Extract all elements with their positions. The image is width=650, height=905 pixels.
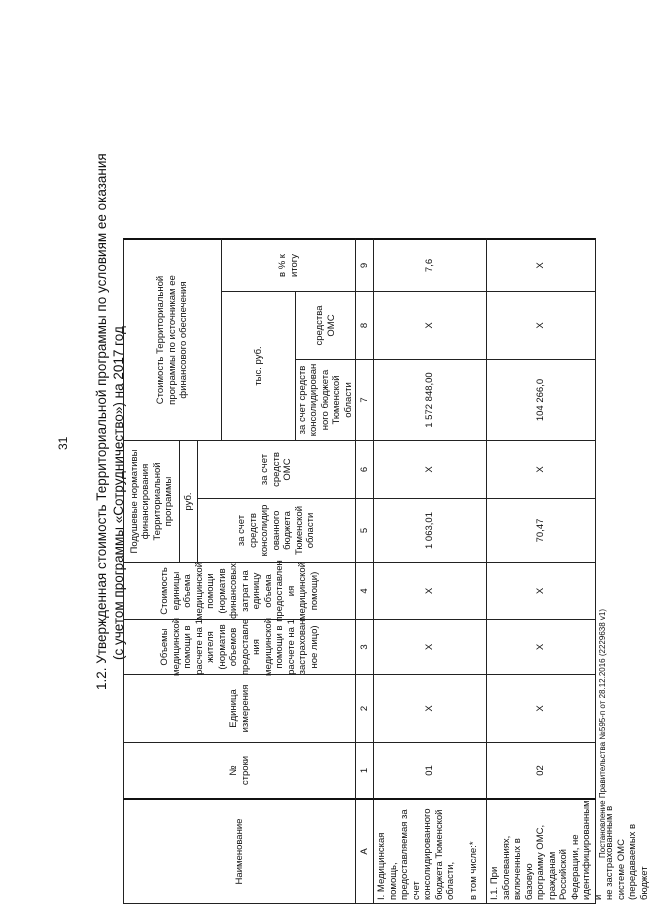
table-row-2-per-capita-budget: 70,47	[486, 498, 596, 563]
table-row-1-per-capita-budget: 1 063,01	[373, 498, 487, 563]
header-name: Наименование	[123, 799, 356, 904]
table-row-2-unit-cost: Х	[486, 562, 596, 620]
column-number-9: 9	[355, 238, 374, 292]
column-number-1: 1	[355, 742, 374, 800]
table-row-2-volume: Х	[486, 619, 596, 675]
page-number: 31	[56, 436, 70, 450]
table-row-1-volume: Х	[373, 619, 487, 675]
table-row-1-row-no: 01	[373, 742, 487, 800]
table-title-line-2: (с учетом программы «Сотрудничество») на 2017 год	[111, 326, 126, 660]
header-per-capita-oms: за счет средств ОМС	[197, 440, 356, 499]
table-row-1-cost-oms: Х	[373, 291, 487, 360]
header-per-capita: Подушевые нормативы финансирования Территориальной программы	[123, 440, 180, 563]
column-number-6: 6	[355, 440, 374, 499]
column-number-2: 2	[355, 674, 374, 743]
column-number-3: 3	[355, 619, 374, 675]
header-cost-budget: за счет средств консолидирован ного бюджета Тюменской области	[295, 359, 356, 441]
header-cost: Стоимость Территориальной программы по источникам ее финансового обеспечения	[123, 238, 222, 441]
table-row-2-cost-budget: 104 266,0	[486, 359, 596, 441]
header-cost-oms: средства ОМС	[295, 291, 356, 360]
table-row-1-name: I. Медицинская помощь, предоставляемая за счет консолидированного бюджета Тюменской области, в том числе:*	[373, 799, 487, 904]
header-row-number: № строки	[123, 742, 356, 800]
table-row-2-per-capita-oms: Х	[486, 440, 596, 499]
table-row-2-name: I.1. При заболеваниях, включенных в базовую программу ОМС, гражданам Российской Федерации, не идентифицированным и не застрахованным в системе ОМС (передаваемых в бюджет	[486, 799, 596, 904]
table-row-2-row-no: 02	[486, 742, 596, 800]
footer-reference: Постановление Правительства №595-п от 28.12.2016 (2229638 v1)	[598, 608, 607, 858]
header-unit: Единица измерения	[123, 674, 356, 743]
column-number-7: 7	[355, 359, 374, 441]
table-row-2-cost-percent: Х	[486, 238, 596, 292]
table-row-1-per-capita-oms: Х	[373, 440, 487, 499]
header-cost-unit: тыс. руб.	[221, 291, 296, 441]
table-row-1-cost-percent: 7,6	[373, 238, 487, 292]
column-number-5: 5	[355, 498, 374, 563]
header-per-capita-budget: за счет средств консолидир ованного бюджета Тюменской области	[197, 498, 356, 563]
column-number-4: 4	[355, 562, 374, 620]
header-per-capita-unit: руб.	[179, 440, 198, 563]
header-cost-percent: в % к итогу	[221, 238, 356, 292]
table-row-1-unit: Х	[373, 674, 487, 743]
header-volume: Объемы медицинской помощи в расчете на 1 жителя (норматив объемов предоставле ния медицинской помощи в расчете на 1 застрахован ное лицо)	[123, 619, 356, 675]
table-row-1-cost-budget: 1 572 848,00	[373, 359, 487, 441]
table-row-2-unit: Х	[486, 674, 596, 743]
column-number-8: 8	[355, 291, 374, 360]
table-row-1-unit-cost: Х	[373, 562, 487, 620]
table-title-line-1: 1.2. Утвержденная стоимость Территориальной программы по условиям ее оказания	[94, 153, 109, 690]
header-unit-cost: Стоимость единицы объема медицинской помощи (норматив финансовых затрат на единицу объема предоставлен ия медицинской помощи)	[123, 562, 356, 620]
table-row-2-cost-oms: Х	[486, 291, 596, 360]
column-number-0: А	[355, 799, 374, 904]
